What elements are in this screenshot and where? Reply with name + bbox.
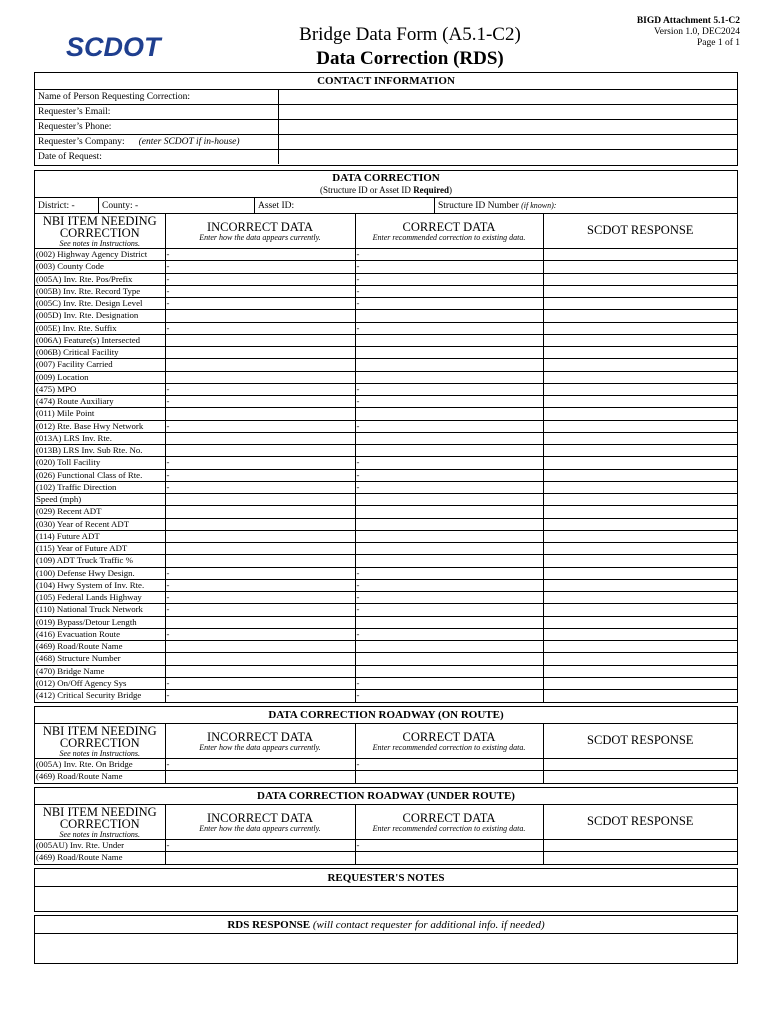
table-row [35, 690, 737, 702]
incorrect-data-header-note: Enter how the data appears currently. [199, 743, 321, 752]
page-label: Page 1 of 1 [696, 38, 740, 48]
attachment-label: BIGD Attachment 5.1-C2 [636, 16, 740, 26]
nbi-item-header-title: NBI ITEM NEEDING CORRECTION [42, 724, 157, 750]
incorrect-data-field[interactable] [165, 408, 355, 420]
correct-data-field[interactable]: - [355, 383, 543, 395]
incorrect-data-header-title: INCORRECT DATA [206, 811, 314, 825]
table-row [35, 298, 737, 310]
scdot-response-field[interactable] [543, 322, 737, 334]
nbi-item-label: (469) Road/Route Name [35, 641, 165, 653]
incorrect-data-field[interactable] [165, 641, 355, 653]
nbi-item-header-title: NBI ITEM NEEDING CORRECTION [42, 805, 157, 831]
scdot-response-field[interactable] [543, 759, 737, 771]
table-row [35, 396, 737, 408]
incorrect-data-field[interactable]: - [165, 759, 355, 771]
scdot-response-header-title: SCDOT RESPONSE [587, 814, 694, 828]
scdot-response-field[interactable] [543, 285, 737, 297]
incorrect-data-field[interactable]: - [165, 604, 355, 616]
incorrect-data-field[interactable]: - [165, 420, 355, 432]
incorrect-data-field[interactable]: - [165, 285, 355, 297]
scdot-response-field[interactable] [543, 383, 737, 395]
correct-data-field[interactable] [355, 653, 543, 665]
table-row [35, 469, 737, 481]
logo-wordmark: SCDOT [66, 34, 161, 60]
scdot-response-header [543, 805, 737, 840]
incorrect-data-field[interactable] [165, 665, 355, 677]
structure-id-field[interactable] [435, 198, 737, 213]
data-correction-table [35, 214, 737, 702]
correct-data-field[interactable]: - [355, 567, 543, 579]
nbi-item-label: (012) On/Off Agency Sys [35, 677, 165, 689]
table-row [35, 555, 737, 567]
incorrect-data-field[interactable] [165, 347, 355, 359]
requester-notes-field[interactable] [37, 888, 735, 910]
incorrect-data-field[interactable]: - [165, 249, 355, 261]
nbi-item-header [35, 724, 165, 759]
scdot-response-field[interactable] [543, 432, 737, 444]
correct-data-field[interactable]: - [355, 298, 543, 310]
incorrect-data-field[interactable] [165, 359, 355, 371]
nbi-item-header [35, 214, 165, 249]
contact-label-note: (enter SCDOT if in-house) [138, 137, 240, 147]
scdot-response-field[interactable] [543, 653, 737, 665]
correct-data-field[interactable]: - [355, 457, 543, 469]
incorrect-data-field[interactable] [165, 653, 355, 665]
incorrect-data-field[interactable]: - [165, 273, 355, 285]
scdot-response-field[interactable] [543, 543, 737, 555]
incorrect-data-header [165, 805, 355, 840]
nbi-item-label: (005AU) Inv. Rte. Under [35, 840, 165, 852]
incorrect-data-field[interactable]: - [165, 840, 355, 852]
correct-data-header-title: CORRECT DATA [402, 220, 496, 234]
scdot-response-field[interactable] [543, 298, 737, 310]
nbi-item-label: (005B) Inv. Rte. Record Type [35, 285, 165, 297]
nbi-item-label: (412) Critical Security Bridge [35, 690, 165, 702]
table-row [35, 567, 737, 579]
nbi-item-header-note: See notes in Instructions. [59, 749, 140, 758]
incorrect-data-field[interactable] [165, 445, 355, 457]
scdot-response-field[interactable] [543, 530, 737, 542]
table-row [35, 628, 737, 640]
scdot-response-field[interactable] [543, 310, 737, 322]
id-row [35, 197, 737, 214]
nbi-item-label: (114) Future ADT [35, 530, 165, 542]
table-row [35, 852, 737, 864]
nbi-item-label: (012) Rte. Base Hwy Network [35, 420, 165, 432]
incorrect-data-field[interactable] [165, 543, 355, 555]
correct-data-header [355, 724, 543, 759]
nbi-item-header-title: NBI ITEM NEEDING CORRECTION [42, 214, 157, 240]
contact-value-field[interactable] [279, 120, 737, 134]
contact-label-text: Requester’s Phone: [38, 122, 112, 132]
correct-data-field[interactable]: - [355, 481, 543, 493]
correct-data-field[interactable] [355, 616, 543, 628]
correct-data-header-title: CORRECT DATA [402, 730, 496, 744]
correct-data-field[interactable] [355, 310, 543, 322]
correct-data-field[interactable] [355, 432, 543, 444]
rds-response-note: (will contact requester for additional info. if needed) [312, 919, 545, 931]
incorrect-data-field[interactable] [165, 518, 355, 530]
rds-response-section [34, 915, 738, 964]
rds-response-title: RDS RESPONSE [227, 919, 311, 931]
correct-data-field[interactable] [355, 494, 543, 506]
scdot-response-field[interactable] [543, 628, 737, 640]
correct-data-field[interactable] [355, 852, 543, 864]
contact-row [35, 149, 737, 164]
correct-data-field[interactable] [355, 334, 543, 346]
scdot-response-field[interactable] [543, 579, 737, 591]
contact-heading: CONTACT INFORMATION [317, 75, 455, 87]
table-row [35, 641, 737, 653]
scdot-response-field[interactable] [543, 852, 737, 864]
incorrect-data-field[interactable]: - [165, 567, 355, 579]
correct-data-field[interactable]: - [355, 604, 543, 616]
correct-data-field[interactable]: - [355, 759, 543, 771]
scdot-response-header-title: SCDOT RESPONSE [587, 733, 694, 747]
scdot-response-field[interactable] [543, 567, 737, 579]
table-row [35, 665, 737, 677]
incorrect-data-field[interactable] [165, 310, 355, 322]
correct-data-field[interactable] [355, 408, 543, 420]
table-row [35, 840, 737, 852]
correct-data-field[interactable] [355, 555, 543, 567]
table-row [35, 653, 737, 665]
nbi-item-label: (468) Structure Number [35, 653, 165, 665]
incorrect-data-field[interactable]: - [165, 457, 355, 469]
version-label: Version 1.0, DEC2024 [653, 27, 740, 37]
table-row [35, 604, 737, 616]
table-row [35, 408, 737, 420]
incorrect-data-field[interactable] [165, 432, 355, 444]
nbi-item-label: (006A) Feature(s) Intersected [35, 334, 165, 346]
correct-data-field[interactable] [355, 359, 543, 371]
form-title: Bridge Data Form (A5.1-C2) [299, 24, 521, 45]
incorrect-data-field[interactable] [165, 371, 355, 383]
contact-label-text: Requester’s Email: [38, 107, 111, 117]
table-row [35, 506, 737, 518]
incorrect-data-field[interactable] [165, 494, 355, 506]
nbi-item-label: (005D) Inv. Rte. Designation [35, 310, 165, 322]
incorrect-data-field[interactable] [165, 771, 355, 783]
incorrect-data-field[interactable]: - [165, 261, 355, 273]
contact-label [35, 120, 279, 134]
scdot-response-field[interactable] [543, 494, 737, 506]
table-row [35, 334, 737, 346]
correct-data-field[interactable] [355, 506, 543, 518]
table-row [35, 261, 737, 273]
scdot-response-field[interactable] [543, 771, 737, 783]
under-route-table [35, 804, 737, 864]
nbi-item-label: (029) Recent ADT [35, 506, 165, 518]
table-row [35, 677, 737, 689]
correct-data-header [355, 214, 543, 249]
incorrect-data-field[interactable] [165, 616, 355, 628]
incorrect-data-header-note: Enter how the data appears currently. [199, 824, 321, 833]
correct-data-field[interactable]: - [355, 261, 543, 273]
nbi-item-label: (030) Year of Recent ADT [35, 518, 165, 530]
nbi-item-label: (011) Mile Point [35, 408, 165, 420]
scdot-response-field[interactable] [543, 518, 737, 530]
contact-rows [35, 89, 737, 164]
nbi-item-label: (003) County Code [35, 261, 165, 273]
scdot-response-field[interactable] [543, 347, 737, 359]
correct-data-field[interactable]: - [355, 322, 543, 334]
correct-data-field[interactable]: - [355, 690, 543, 702]
requester-notes-heading: REQUESTER'S NOTES [35, 869, 737, 887]
table-row [35, 249, 737, 261]
table-row [35, 579, 737, 591]
contact-row [35, 134, 737, 149]
table-row [35, 494, 737, 506]
incorrect-data-field[interactable]: - [165, 469, 355, 481]
incorrect-data-field[interactable] [165, 506, 355, 518]
correct-data-field[interactable]: - [355, 285, 543, 297]
table-row [35, 273, 737, 285]
contact-information-section [34, 72, 738, 166]
scdot-response-field[interactable] [543, 677, 737, 689]
incorrect-data-header [165, 724, 355, 759]
correct-data-field[interactable]: - [355, 628, 543, 640]
correct-data-field[interactable]: - [355, 273, 543, 285]
correct-data-field[interactable] [355, 445, 543, 457]
contact-label-text: Requester’s Company: [38, 137, 125, 147]
nbi-item-label: (005A) Inv. Rte. On Bridge [35, 759, 165, 771]
scdot-response-field[interactable] [543, 408, 737, 420]
table-row [35, 518, 737, 530]
nbi-item-label: (002) Highway Agency District [35, 249, 165, 261]
nbi-item-label: (006B) Critical Facility [35, 347, 165, 359]
scdot-response-field[interactable] [543, 457, 737, 469]
table-row [35, 616, 737, 628]
correct-data-field[interactable]: - [355, 420, 543, 432]
table-row [35, 383, 737, 395]
on-route-section [34, 706, 738, 784]
nbi-item-header [35, 805, 165, 840]
nbi-item-label: (110) National Truck Network [35, 604, 165, 616]
contact-label [35, 135, 279, 149]
nbi-item-label: (005E) Inv. Rte. Suffix [35, 322, 165, 334]
table-row [35, 347, 737, 359]
data-correction-section [34, 170, 738, 703]
incorrect-data-field[interactable] [165, 852, 355, 864]
nbi-item-label: (104) Hwy System of Inv. Rte. [35, 579, 165, 591]
correct-data-field[interactable] [355, 530, 543, 542]
nbi-item-label: (102) Traffic Direction [35, 481, 165, 493]
contact-row [35, 119, 737, 134]
structure-id-label: Structure ID Number [438, 201, 519, 211]
correct-data-field[interactable] [355, 771, 543, 783]
correct-data-field[interactable]: - [355, 840, 543, 852]
nbi-item-label: (026) Functional Class of Rte. [35, 469, 165, 481]
scdot-response-field[interactable] [543, 420, 737, 432]
nbi-item-label: (470) Bridge Name [35, 665, 165, 677]
nbi-item-label: (019) Bypass/Detour Length [35, 616, 165, 628]
table-row [35, 457, 737, 469]
table-row [35, 771, 737, 783]
correct-data-header-note: Enter recommended correction to existing data. [372, 824, 526, 833]
rds-response-heading [35, 916, 737, 934]
scdot-response-field[interactable] [543, 555, 737, 567]
scdot-response-field[interactable] [543, 506, 737, 518]
on-route-heading: DATA CORRECTION ROADWAY (ON ROUTE) [268, 709, 504, 721]
under-route-section [34, 787, 738, 865]
nbi-item-label: (013B) LRS Inv. Sub Rte. No. [35, 445, 165, 457]
data-correction-subheading [35, 185, 737, 197]
scdot-response-field[interactable] [543, 481, 737, 493]
table-row [35, 285, 737, 297]
incorrect-data-field[interactable]: - [165, 579, 355, 591]
incorrect-data-header-title: INCORRECT DATA [206, 730, 314, 744]
correct-data-header-note: Enter recommended correction to existing data. [372, 233, 526, 242]
incorrect-data-field[interactable]: - [165, 690, 355, 702]
nbi-item-label: (009) Location [35, 371, 165, 383]
nbi-item-label: (474) Route Auxiliary [35, 396, 165, 408]
contact-value-field[interactable] [279, 150, 737, 164]
correct-data-header [355, 805, 543, 840]
data-correction-heading: DATA CORRECTION [332, 172, 440, 184]
scdot-response-field[interactable] [543, 592, 737, 604]
incorrect-data-header-note: Enter how the data appears currently. [199, 233, 321, 242]
correct-data-field[interactable] [355, 641, 543, 653]
nbi-item-label: (416) Evacuation Route [35, 628, 165, 640]
district-field[interactable]: District: - [35, 198, 99, 213]
subheading-post: ) [449, 185, 453, 195]
nbi-item-label: (105) Federal Lands Highway [35, 592, 165, 604]
scdot-response-field[interactable] [543, 604, 737, 616]
table-row [35, 759, 737, 771]
table-row [35, 530, 737, 542]
subheading-required: Required [413, 185, 450, 195]
nbi-item-label: (469) Road/Route Name [35, 771, 165, 783]
correct-data-field[interactable]: - [355, 469, 543, 481]
table-row [35, 359, 737, 371]
nbi-item-label: Speed (mph) [35, 494, 165, 506]
scdot-response-field[interactable] [543, 334, 737, 346]
correct-data-field[interactable] [355, 347, 543, 359]
correct-data-field[interactable]: - [355, 249, 543, 261]
incorrect-data-field[interactable]: - [165, 481, 355, 493]
nbi-item-label: (013A) LRS Inv. Rte. [35, 432, 165, 444]
nbi-item-label: (115) Year of Future ADT [35, 543, 165, 555]
table-row [35, 432, 737, 444]
correct-data-field[interactable] [355, 665, 543, 677]
scdot-response-field[interactable] [543, 616, 737, 628]
table-row [35, 481, 737, 493]
scdot-response-header [543, 724, 737, 759]
contact-label-text: Date of Request: [38, 152, 102, 162]
incorrect-data-header-title: INCORRECT DATA [206, 220, 314, 234]
nbi-item-label: (109) ADT Truck Traffic % [35, 555, 165, 567]
nbi-item-label: (005A) Inv. Rte. Pos/Prefix [35, 273, 165, 285]
nbi-item-label: (469) Road/Route Name [35, 852, 165, 864]
correct-data-field[interactable]: - [355, 677, 543, 689]
incorrect-data-field[interactable] [165, 334, 355, 346]
on-route-table [35, 723, 737, 783]
subheading-pre: (Structure ID or Asset ID [319, 185, 414, 195]
incorrect-data-header [165, 214, 355, 249]
scdot-response-field[interactable] [543, 641, 737, 653]
contact-value-field[interactable] [279, 105, 737, 119]
table-row [35, 445, 737, 457]
contact-label-text: Name of Person Requesting Correction: [38, 92, 190, 102]
nbi-item-label: (475) MPO [35, 383, 165, 395]
scdot-response-field[interactable] [543, 469, 737, 481]
table-row [35, 592, 737, 604]
correct-data-field[interactable] [355, 543, 543, 555]
contact-label [35, 90, 279, 104]
nbi-item-header-note: See notes in Instructions. [59, 239, 140, 248]
incorrect-data-field[interactable]: - [165, 322, 355, 334]
table-row [35, 322, 737, 334]
contact-label [35, 150, 279, 164]
scdot-response-field[interactable] [543, 445, 737, 457]
contact-row [35, 89, 737, 104]
incorrect-data-field[interactable]: - [165, 592, 355, 604]
incorrect-data-field[interactable]: - [165, 396, 355, 408]
scdot-response-field[interactable] [543, 249, 737, 261]
nbi-item-label: (005C) Inv. Rte. Design Level [35, 298, 165, 310]
contact-label [35, 105, 279, 119]
attachment-block [637, 16, 740, 49]
correct-data-field[interactable]: - [355, 579, 543, 591]
scdot-response-field[interactable] [543, 690, 737, 702]
incorrect-data-field[interactable] [165, 530, 355, 542]
nbi-item-header-note: See notes in Instructions. [59, 830, 140, 839]
incorrect-data-field[interactable]: - [165, 383, 355, 395]
scdot-response-field[interactable] [543, 273, 737, 285]
correct-data-header-note: Enter recommended correction to existing data. [372, 743, 526, 752]
scdot-response-field[interactable] [543, 840, 737, 852]
incorrect-data-field[interactable]: - [165, 628, 355, 640]
scdot-response-header-title: SCDOT RESPONSE [587, 223, 694, 237]
scdot-response-field[interactable] [543, 371, 737, 383]
scdot-response-field[interactable] [543, 665, 737, 677]
scdot-response-field[interactable] [543, 261, 737, 273]
county-field[interactable]: County: - [99, 198, 255, 213]
scdot-response-header [543, 214, 737, 249]
rds-response-field[interactable] [37, 935, 735, 962]
nbi-item-label: (100) Defense Hwy Design. [35, 567, 165, 579]
correct-data-field[interactable] [355, 518, 543, 530]
scdot-response-field[interactable] [543, 396, 737, 408]
contact-value-field[interactable] [279, 135, 737, 149]
requester-notes-section [34, 868, 738, 912]
scdot-response-field[interactable] [543, 359, 737, 371]
contact-row [35, 104, 737, 119]
structure-id-note: (if known): [521, 201, 557, 210]
correct-data-header-title: CORRECT DATA [402, 811, 496, 825]
correct-data-field[interactable]: - [355, 592, 543, 604]
contact-value-field[interactable] [279, 90, 737, 104]
nbi-item-label: (020) Toll Facility [35, 457, 165, 469]
table-row [35, 310, 737, 322]
table-row [35, 420, 737, 432]
under-route-heading: DATA CORRECTION ROADWAY (UNDER ROUTE) [257, 790, 515, 802]
incorrect-data-field[interactable]: - [165, 298, 355, 310]
correct-data-field[interactable]: - [355, 396, 543, 408]
incorrect-data-field[interactable]: - [165, 677, 355, 689]
correct-data-field[interactable] [355, 371, 543, 383]
asset-id-field[interactable]: Asset ID: [255, 198, 435, 213]
table-row [35, 543, 737, 555]
form-subtitle: Data Correction (RDS) [316, 48, 504, 69]
table-row [35, 371, 737, 383]
nbi-item-label: (007) Facility Carried [35, 359, 165, 371]
incorrect-data-field[interactable] [165, 555, 355, 567]
